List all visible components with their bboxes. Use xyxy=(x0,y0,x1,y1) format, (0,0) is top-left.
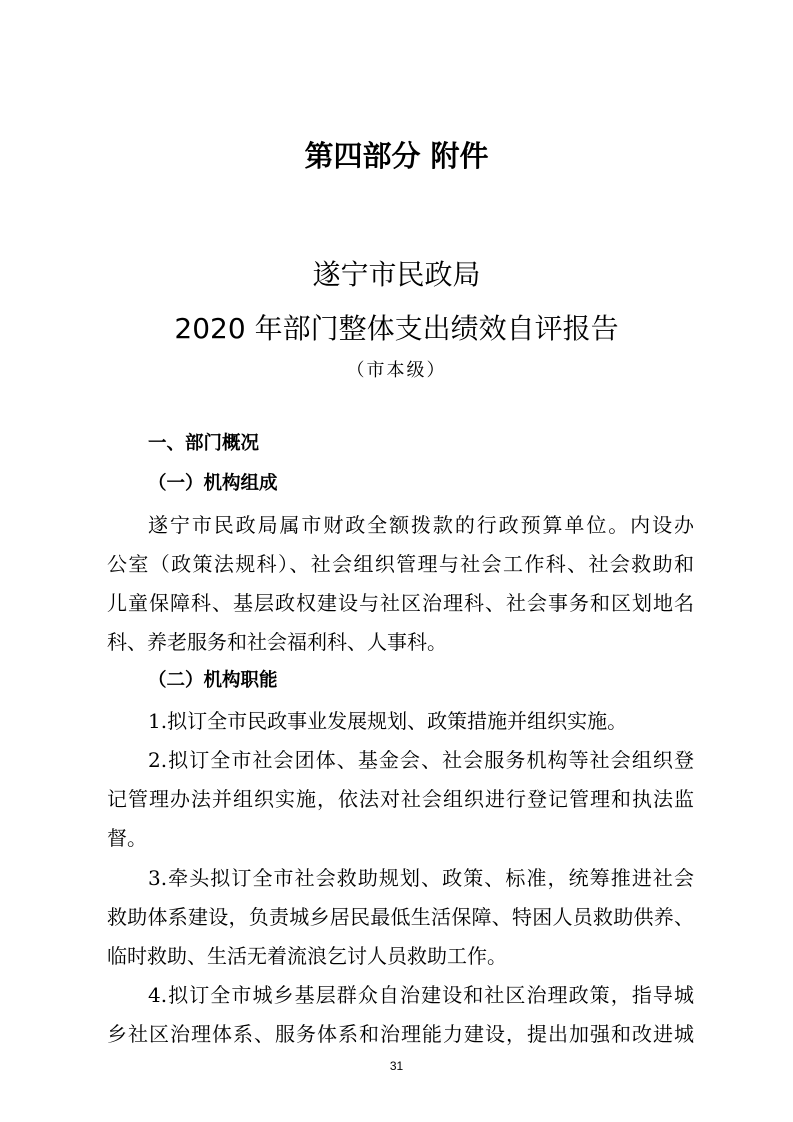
part-title: 第四部分 附件 xyxy=(304,139,489,173)
section-heading-overview: 一、部门概况 xyxy=(148,433,260,454)
subheading-functions: （二）机构职能 xyxy=(148,670,278,691)
paragraph-line: 儿童保障科、基层政权建设与社区治理科、社会事务和区划地名 xyxy=(107,591,694,615)
scope-label: （市本级） xyxy=(346,360,447,381)
page-number: 31 xyxy=(389,1059,404,1073)
paragraph-line: 遂宁市民政局属市财政全额拨款的行政预算单位。内设办 xyxy=(148,513,694,537)
paragraph-line: 救助体系建设，负责城乡居民最低生活保障、特困人员救助供养、 xyxy=(107,905,694,929)
org-title: 遂宁市民政局 xyxy=(312,258,481,291)
function-item-4: 4.拟订全市城乡基层群众自治建设和社区治理政策，指导城 xyxy=(148,983,694,1007)
paragraph-line: 乡社区治理体系、服务体系和治理能力建设，提出加强和改进城 xyxy=(107,1022,694,1046)
subheading-organization: （一）机构组成 xyxy=(148,473,278,494)
paragraph-line: 督。 xyxy=(107,826,147,850)
paragraph-line: 记管理办法并组织实施，依法对社会组织进行登记管理和执法监 xyxy=(107,787,694,811)
paragraph-line: 科、养老服务和社会福利科、人事科。 xyxy=(107,630,447,654)
function-item-1: 1.拟订全市民政事业发展规划、政策措施并组织实施。 xyxy=(148,709,628,733)
function-item-3: 3.牵头拟订全市社会救助规划、政策、标准，统筹推进社会 xyxy=(148,866,694,890)
paragraph-line: 公室（政策法规科）、社会组织管理与社会工作科、社会救助和 xyxy=(107,552,694,576)
paragraph-line: 临时救助、生活无着流浪乞讨人员救助工作。 xyxy=(107,944,507,968)
report-title: 2020 年部门整体支出绩效自评报告 xyxy=(174,312,619,345)
function-item-2: 2.拟订全市社会团体、基金会、社会服务机构等社会组织登 xyxy=(148,748,694,772)
